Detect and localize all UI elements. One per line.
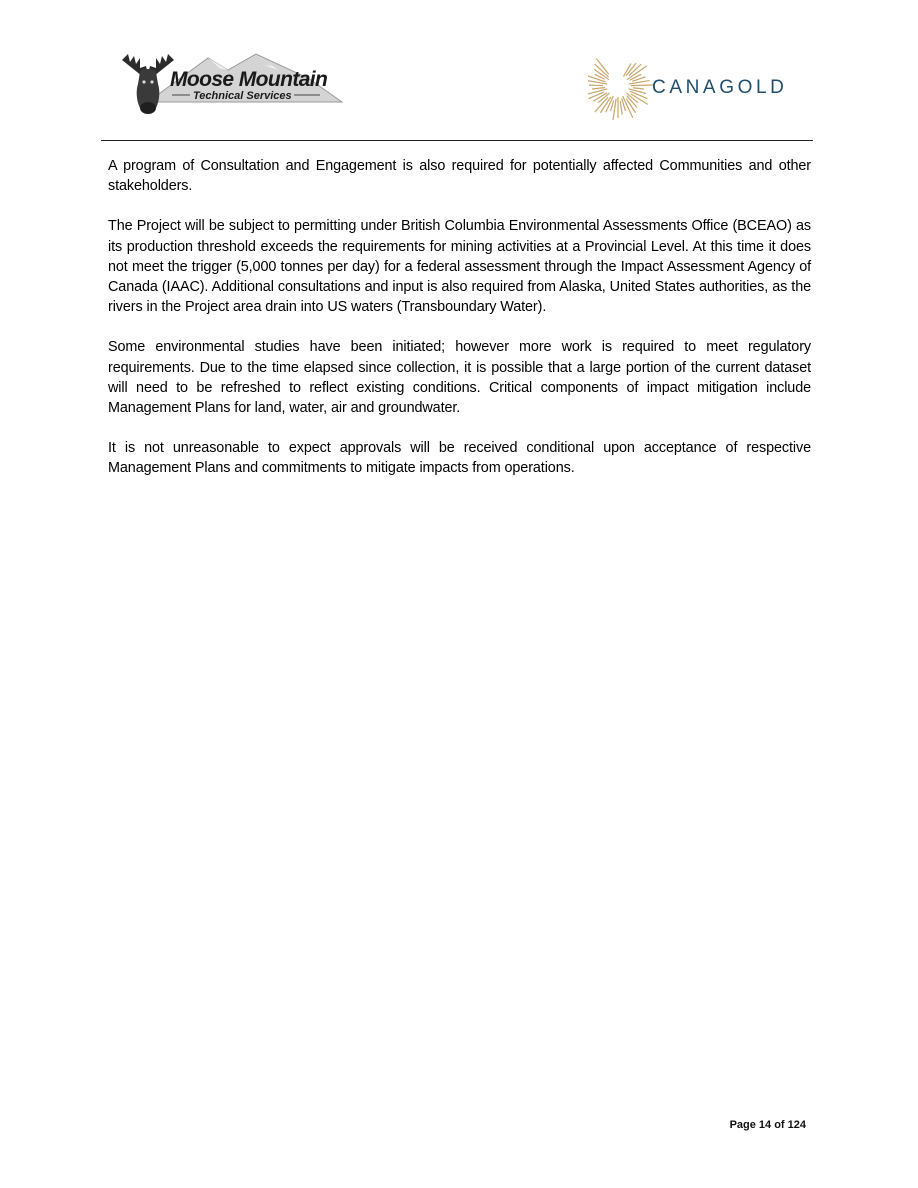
page-number: Page 14 of 124	[729, 1119, 806, 1131]
paragraph-permitting: The Project will be subject to permitting under British Columbia Environmental Assessments Office (BCEAO) as its production threshold exceeds the requirements for mining activities at a Provincial Level. At this time it does not meet the trigger (5,000 tonnes per day) for a federal assessment through the Impact Assessment Agency of Canada (IAAC). Additional consultations and input is also required from Alaska, United States authorities, as the rivers in the Project area drain into US waters (Transboundary Water).	[108, 218, 811, 316]
sunburst-icon	[588, 59, 653, 120]
moose-mountain-logo	[116, 50, 346, 118]
canagold-logo	[588, 52, 810, 120]
moose-mountain-subtitle: Technical Services	[193, 90, 292, 102]
canagold-wordmark: CANAGOLD	[652, 77, 788, 98]
paragraph-consultation: A program of Consultation and Engagement is also required for potentially affected Communities and other stakeholders.	[108, 158, 811, 195]
paragraph-approvals: It is not unreasonable to expect approvals will be received conditional upon acceptance of respective Management Plans and commitments to mitigate impacts from operations.	[108, 440, 811, 477]
sunburst-ray	[592, 88, 605, 90]
moose-mountain-name: Moose Mountain	[170, 68, 328, 91]
body-text	[108, 156, 811, 499]
sunburst-ray	[620, 101, 622, 115]
moose-head-icon	[122, 54, 174, 114]
sunburst-ray	[631, 85, 653, 86]
sunburst-ray	[633, 88, 644, 89]
header-divider	[101, 140, 813, 141]
page-header	[0, 0, 918, 142]
paragraph-environmental-studies: Some environmental studies have been initiated; however more work is required to meet regulatory requirements. Due to the time elapsed since collection, it is possible that a large portion of the current dataset will need to be refreshed to reflect existing conditions. Critical components of impact mitigation include Management Plans for land, water, air and groundwater.	[108, 339, 811, 417]
sunburst-ray	[629, 80, 650, 84]
